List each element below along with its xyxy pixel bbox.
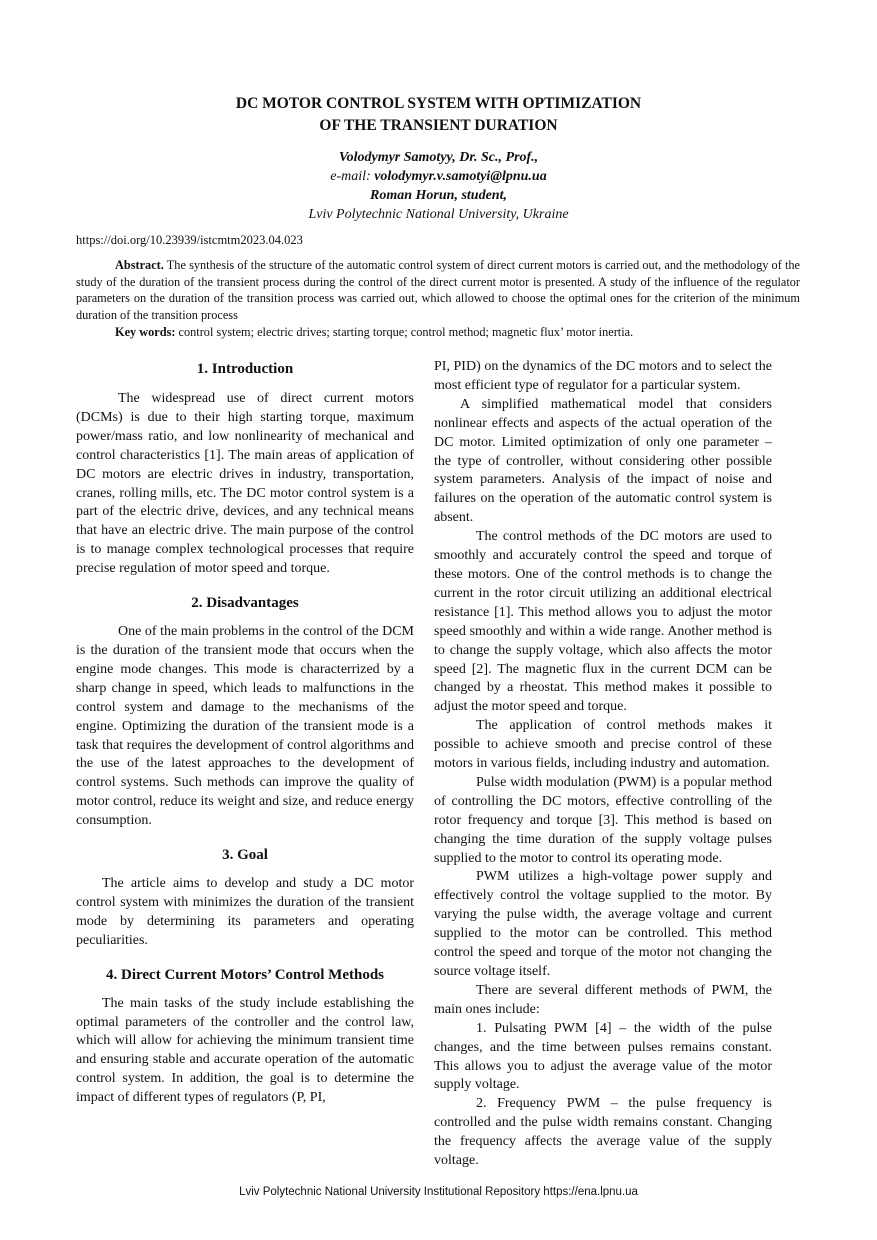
author-1: Volodymyr Samotyy, Dr. Sc., Prof.,: [338, 150, 539, 165]
intro-paragraph: The widespread use of direct current motors (DCMs) is due to their high starting torque, maximum power/mass ratio, and low nonlinearity of mechanical and control characteristics [1]. The main areas of application of DC motors are electric drives in industry, transportation, cranes, rolling mills, etc. The DC motor control system is a part of the electric drive, devices, and any technical means that have an electric drive. The main purpose of the control is to manage complex technological processes that require precise regulation of motor speed and torque.: [76, 391, 414, 577]
left-column: [76, 359, 414, 1108]
right-column: [434, 358, 772, 1171]
abstract-text: The synthesis of the structure of the automatic control system of direct current motors is carried out, and the methodology of the study of the duration of the transient process during the control of the direct current motor is presented. A study of the influence of the regulator parameters on the duration of the transition process was carried out, which allowed to choose the optimal ones for the criterion of the minimum duration of the transition process: [76, 258, 800, 323]
right-paragraph-7: There are several different methods of PWM, the main ones include:: [434, 982, 772, 1017]
right-paragraph-5: Pulse width modulation (PWM) is a popular method of controlling the DC motors, effective controlling of the rotor frequency and torque [3]. This method is based on changing the time duration of the supply voltage pulses supplied to the motor to control its operating mode.: [434, 774, 772, 866]
page-footer: Lviv Polytechnic National University Institutional Repository https://ena.lpnu.ua: [239, 1186, 638, 1198]
heading-disadvantages: 2. Disadvantages: [191, 595, 299, 612]
right-paragraph-3: The control methods of the DC motors are used to smoothly and accurately control the speed and torque of these motors. One of the control methods is to change the current in the rotor circuit utilizing an additional electrical resistance [1]. This method allows you to adjust the motor speed smoothly and within a wide range. Another method is to change the supply voltage, which also affects the motor speed [2]. The magnetic flux in the current DCM can be changed by a rheostat. This method makes it possible to adjust the motor speed and torque.: [434, 529, 772, 715]
abstract-label: Abstract.: [115, 258, 164, 272]
right-paragraph-1: PI, PID) on the dynamics of the DC motors and to select the most efficient type of regulator for a particular system.: [434, 359, 772, 393]
goal-paragraph: The article aims to develop and study a DC motor control system with minimizes the duration of the transient mode by determining its parameters and operating peculiarities.: [76, 876, 414, 948]
abstract-paragraph: [76, 257, 800, 324]
abstract-block: [76, 257, 800, 341]
email-line: [0, 167, 877, 186]
keywords-text: control system; electric drives; starting torque; control method; magnetic flux’ motor inertia.: [175, 324, 634, 339]
keywords-label: Key words:: [115, 324, 176, 339]
heading-introduction: 1. Introduction: [196, 361, 294, 377]
affiliation: Lviv Polytechnic National University, Ukraine: [308, 207, 569, 222]
disadvantages-paragraph: One of the main problems in the control of the DCM is the duration of the transient mode that occurs when the engine mode changes. This mode is characterrized by a sharp change in speed, which leads to malfunctions in the control system and damage to the mechanisms of the engine. Optimizing the duration of the transient mode is a task that requires the development of control algorithms and the use of the latest approaches to the development of control systems. Such methods can improve the quality of motor control, reduce its weight and size, and reduce energy consumption.: [76, 624, 414, 829]
doi-link[interactable]: https://doi.org/10.23939/istcmtm2023.04.023: [76, 233, 303, 247]
heading-control-methods: 4. Direct Current Motors’ Control Methods: [106, 966, 384, 983]
right-paragraph-4: The application of control methods makes it possible to achieve smooth and precise control of these motors in various fields, including industry and automation.: [434, 718, 772, 772]
author-2: Roman Horun, student,: [370, 188, 507, 203]
email-link[interactable]: volodymyr.v.samotyi@lpnu.ua: [374, 169, 547, 184]
title-line-2: OF THE TRANSIENT DURATION: [319, 117, 558, 134]
heading-goal: 3. Goal: [222, 847, 268, 864]
methods-paragraph: The main tasks of the study include establishing the optimal parameters of the controller and the control law, which will allow for achieving the minimum transient time and ensuring stable and accurate operation of the automatic control system. In addition, the goal is to determine the impact of different types of regulators (P, PI,: [76, 995, 414, 1106]
right-paragraph-2: A simplified mathematical model that considers nonlinear effects and aspects of the actual operation of the DC motor. Limited optimization of only one parameter – the type of controller, without considering other possible system parameters. Analysis of the impact of noise and failures on the operation of the automatic control system is absent.: [434, 396, 772, 526]
title-line-1: DC MOTOR CONTROL SYSTEM WITH OPTIMIZATION: [235, 95, 642, 112]
right-paragraph-9: 2. Frequency PWM – the pulse frequency is controlled and the pulse width remains constant. Changing the frequency affects the average value of the supply voltage.: [434, 1096, 772, 1169]
authors-block: [0, 148, 877, 224]
right-paragraph-6: PWM utilizes a high-voltage power supply and effectively control the voltage supplied to the motor. By varying the pulse width, the average voltage and current supplied to the motor can be controlled. This method control the speed and torque of the motor not changing the source voltage itself.: [434, 869, 772, 979]
right-paragraph-8: 1. Pulsating PWM [4] – the width of the pulse changes, and the time between pulses remains constant. This allows you to adjust the average value of the motor supply voltage.: [434, 1020, 772, 1093]
keywords-paragraph: [76, 324, 800, 341]
paper-title: [0, 93, 877, 137]
email-label: e-mail:: [330, 169, 375, 184]
